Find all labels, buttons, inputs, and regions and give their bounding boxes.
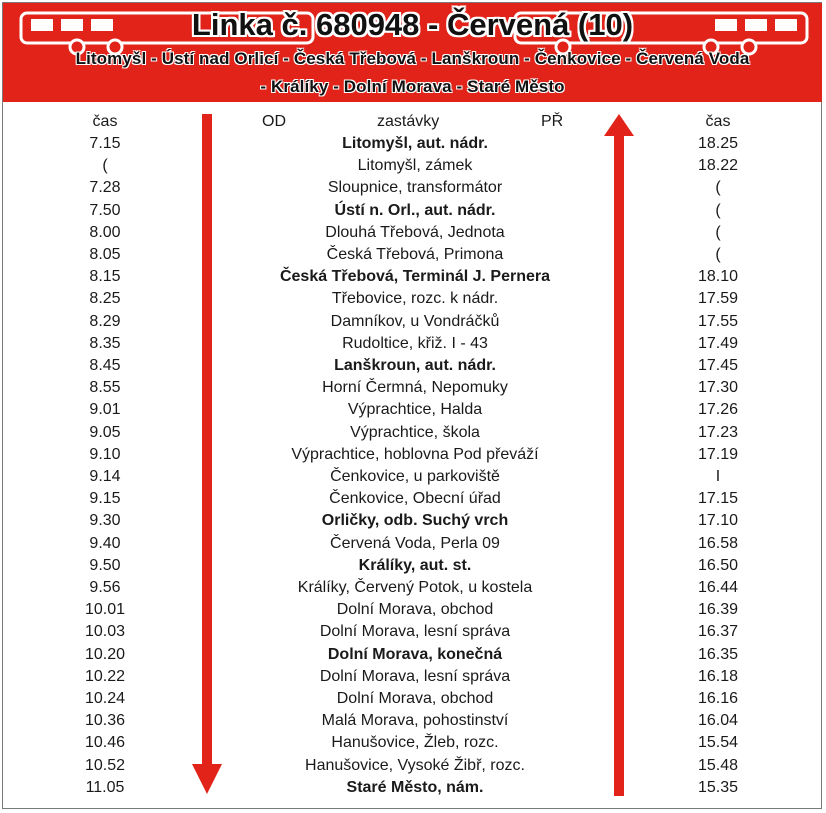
table-row bbox=[0, 579, 826, 601]
return-time: 17.19 bbox=[697, 446, 739, 463]
table-row bbox=[0, 690, 826, 712]
stop-name: Lanškroun, aut. nádr. bbox=[334, 357, 496, 374]
return-time: 18.25 bbox=[697, 135, 739, 152]
return-time: ( bbox=[715, 224, 721, 241]
stop-name: Králíky, Červený Potok, u kostela bbox=[297, 579, 533, 596]
table-row bbox=[0, 157, 826, 179]
table-row bbox=[0, 668, 826, 690]
table-row bbox=[0, 268, 826, 290]
departure-time: 9.10 bbox=[89, 446, 121, 463]
header-time-left: čas bbox=[92, 113, 118, 130]
stop-name: Dlouhá Třebová, Jednota bbox=[325, 224, 505, 241]
stop-name: Staré Město, nám. bbox=[346, 779, 484, 796]
return-time: 18.22 bbox=[697, 157, 739, 174]
return-time: 16.39 bbox=[697, 601, 739, 618]
return-time: 15.54 bbox=[697, 734, 739, 751]
table-row bbox=[0, 202, 826, 224]
table-row bbox=[0, 601, 826, 623]
return-time: 16.58 bbox=[697, 535, 739, 552]
table-row bbox=[0, 224, 826, 246]
return-time: 16.37 bbox=[697, 623, 739, 640]
table-row bbox=[0, 379, 826, 401]
table-row bbox=[0, 424, 826, 446]
departure-time: 8.35 bbox=[89, 335, 121, 352]
stop-name: Výprachtice, hoblovna Pod převáží bbox=[291, 446, 539, 463]
stop-name: Damníkov, u Vondráčků bbox=[330, 313, 500, 330]
return-time: 16.35 bbox=[697, 646, 739, 663]
departure-time: 10.22 bbox=[84, 668, 126, 685]
departure-time: 10.46 bbox=[84, 734, 126, 751]
departure-time: 7.15 bbox=[89, 135, 121, 152]
stop-name: Králíky, aut. st. bbox=[358, 557, 472, 574]
departure-time: 8.15 bbox=[89, 268, 121, 285]
table-row bbox=[0, 401, 826, 423]
departure-time: 8.29 bbox=[89, 313, 121, 330]
departure-time: 9.14 bbox=[89, 468, 121, 485]
return-time: 17.26 bbox=[697, 401, 739, 418]
stop-name: Ústí n. Orl., aut. nádr. bbox=[334, 202, 496, 219]
header-arrive: PŘ bbox=[541, 113, 564, 130]
header-stops: zastávky bbox=[377, 113, 440, 130]
departure-time: 8.45 bbox=[89, 357, 121, 374]
departure-time: 10.20 bbox=[84, 646, 126, 663]
return-time: ( bbox=[715, 202, 721, 219]
table-row bbox=[0, 512, 826, 534]
departure-time: 10.36 bbox=[84, 712, 126, 729]
line-title: Linka č. 680948 - Červená (10) bbox=[191, 7, 634, 42]
return-time: ( bbox=[715, 246, 721, 263]
stop-name: Dolní Morava, obchod bbox=[336, 601, 494, 618]
stop-name: Dolní Morava, konečná bbox=[327, 646, 503, 663]
table-row bbox=[0, 734, 826, 756]
return-time: 17.23 bbox=[697, 424, 739, 441]
departure-time: 9.30 bbox=[89, 512, 121, 529]
departure-time: 7.50 bbox=[89, 202, 121, 219]
return-time: 17.45 bbox=[697, 357, 739, 374]
departure-time: 7.28 bbox=[89, 179, 121, 196]
table-row bbox=[0, 446, 826, 468]
stop-name: Orličky, odb. Suchý vrch bbox=[321, 512, 509, 529]
stop-name: Třebovice, rozc. k nádr. bbox=[331, 290, 499, 307]
return-time: 17.30 bbox=[697, 379, 739, 396]
return-time: 15.48 bbox=[697, 757, 739, 774]
header-time-right: čas bbox=[705, 113, 731, 130]
departure-time: 8.55 bbox=[89, 379, 121, 396]
departure-time: 9.01 bbox=[89, 401, 121, 418]
return-time: 17.15 bbox=[697, 490, 739, 507]
table-row bbox=[0, 335, 826, 357]
return-time: 16.16 bbox=[697, 690, 739, 707]
stop-name: Hanušovice, Žleb, rozc. bbox=[331, 734, 499, 751]
return-time: I bbox=[715, 468, 721, 485]
table-row bbox=[0, 290, 826, 312]
route-line-1: Litomyšl - Ústí nad Orlicí - Česká Třebová - Lanškroun - Čenkovice - Červená Voda bbox=[75, 49, 750, 68]
stop-name: Malá Morava, pohostinství bbox=[321, 712, 509, 729]
table-row bbox=[0, 357, 826, 379]
table-row bbox=[0, 623, 826, 645]
route-line-2: - Králíky - Dolní Morava - Staré Město bbox=[260, 77, 565, 96]
departure-time: 10.01 bbox=[84, 601, 126, 618]
departure-time: 9.15 bbox=[89, 490, 121, 507]
return-time: 16.44 bbox=[697, 579, 739, 596]
return-time: 17.59 bbox=[697, 290, 739, 307]
table-row bbox=[0, 712, 826, 734]
stop-name: Rudoltice, křiž. I - 43 bbox=[342, 335, 488, 352]
return-time: 16.50 bbox=[697, 557, 739, 574]
table-row bbox=[0, 757, 826, 779]
departure-time: 10.03 bbox=[84, 623, 126, 640]
stop-name: Dolní Morava, obchod bbox=[336, 690, 494, 707]
stop-name: Výprachtice, Halda bbox=[347, 401, 483, 418]
stop-name: Horní Čermná, Nepomuky bbox=[322, 379, 508, 396]
table-row bbox=[0, 490, 826, 512]
header-from: OD bbox=[262, 113, 286, 130]
stop-name: Litomyšl, zámek bbox=[357, 157, 473, 174]
departure-time: 8.00 bbox=[89, 224, 121, 241]
return-time: 18.10 bbox=[697, 268, 739, 285]
table-row bbox=[0, 246, 826, 268]
stop-name: Česká Třebová, Primona bbox=[326, 246, 504, 263]
departure-time: ( bbox=[102, 157, 108, 174]
return-time: 17.55 bbox=[697, 313, 739, 330]
stop-name: Dolní Morava, lesní správa bbox=[319, 623, 511, 640]
return-time: 17.10 bbox=[697, 512, 739, 529]
return-time: 16.18 bbox=[697, 668, 739, 685]
timetable-header bbox=[3, 3, 822, 102]
return-time: 17.49 bbox=[697, 335, 739, 352]
departure-time: 10.52 bbox=[84, 757, 126, 774]
return-time: 15.35 bbox=[697, 779, 739, 796]
table-row bbox=[0, 646, 826, 668]
table-row bbox=[0, 535, 826, 557]
table-row bbox=[0, 179, 826, 201]
departure-time: 9.50 bbox=[89, 557, 121, 574]
table-row bbox=[0, 313, 826, 335]
departure-time: 9.05 bbox=[89, 424, 121, 441]
stop-name: Česká Třebová, Terminál J. Pernera bbox=[279, 268, 551, 285]
departure-time: 11.05 bbox=[85, 779, 125, 796]
stop-name: Čenkovice, Obecní úřad bbox=[329, 490, 501, 507]
departure-time: 8.05 bbox=[89, 246, 121, 263]
departure-time: 9.40 bbox=[89, 535, 121, 552]
table-row bbox=[0, 468, 826, 490]
stop-name: Čenkovice, u parkoviště bbox=[330, 468, 500, 485]
departure-time: 8.25 bbox=[89, 290, 121, 307]
table-row bbox=[0, 557, 826, 579]
departure-time: 9.56 bbox=[89, 579, 121, 596]
stop-name: Červená Voda, Perla 09 bbox=[330, 535, 500, 552]
stop-name: Litomyšl, aut. nádr. bbox=[342, 135, 488, 152]
stop-name: Hanušovice, Vysoké Žibř, rozc. bbox=[305, 757, 525, 774]
return-time: ( bbox=[715, 179, 721, 196]
table-row bbox=[0, 135, 826, 157]
departure-time: 10.24 bbox=[84, 690, 126, 707]
stop-name: Sloupnice, transformátor bbox=[327, 179, 503, 196]
stop-name: Výprachtice, škola bbox=[350, 424, 480, 441]
table-row bbox=[0, 779, 826, 801]
return-time: 16.04 bbox=[697, 712, 739, 729]
stop-name: Dolní Morava, lesní správa bbox=[319, 668, 511, 685]
